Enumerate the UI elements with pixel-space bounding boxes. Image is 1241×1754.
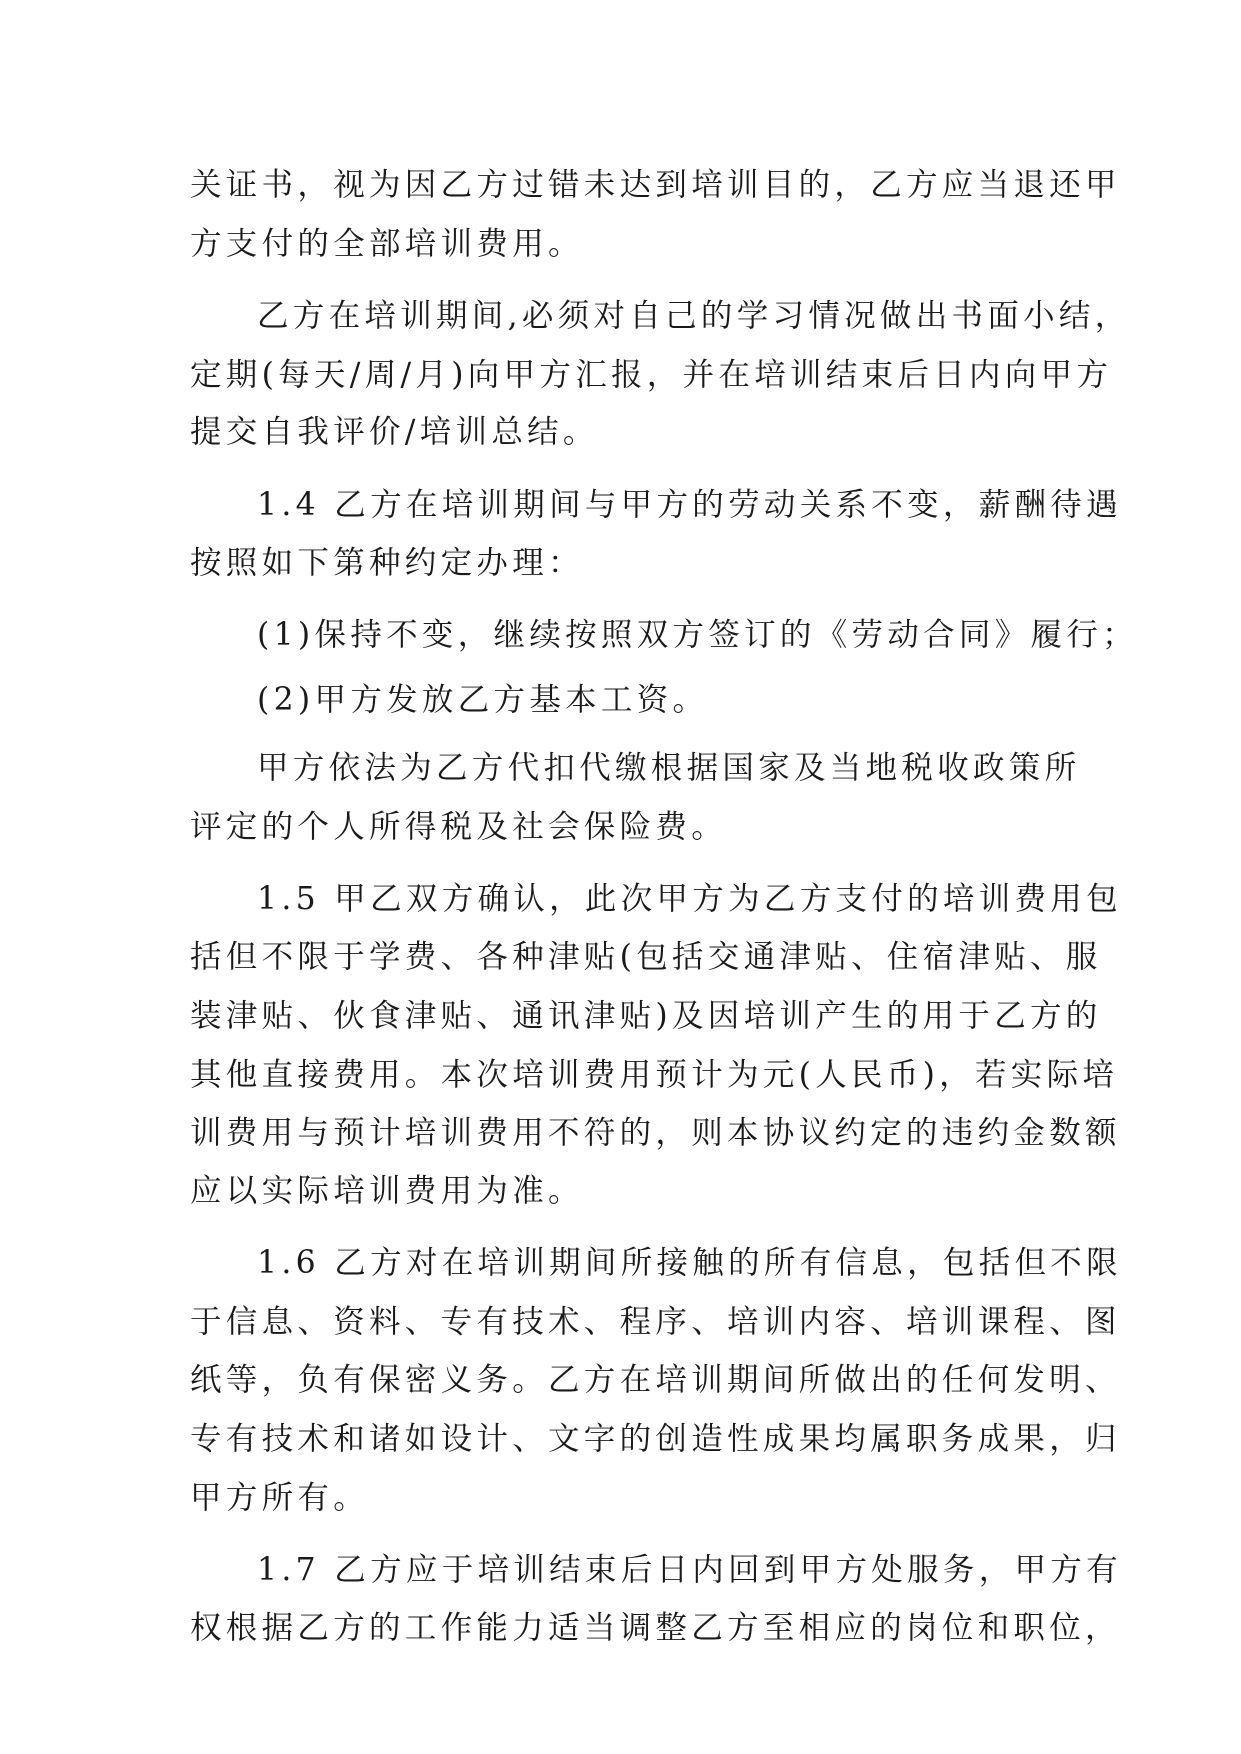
text-line: 专有技术和诸如设计、文字的创造性成果均属职务成果，归 [190, 1421, 1121, 1457]
text-line: 按照如下第种约定办理： [190, 545, 584, 581]
text-line: 应以实际培训费用为准。 [190, 1173, 584, 1209]
text-line: 方支付的全部培训费用。 [190, 226, 584, 262]
text-line: 1.4 乙方在培训期间与甲方的劳动关系不变，薪酬待遇 [257, 487, 1122, 523]
text-line: 纸等，负有保密义务。乙方在培训期间所做出的任何发明、 [190, 1362, 1121, 1398]
text-line: 权根据乙方的工作能力适当调整乙方至相应的岗位和职位， [190, 1610, 1121, 1646]
text-line: 甲方依法为乙方代扣代缴根据国家及当地税收政策所 [257, 750, 1081, 786]
text-line: 1.5 甲乙双方确认，此次甲方为乙方支付的培训费用包 [257, 881, 1122, 917]
text-line: 乙方在培训期间,必须对自己的学习情况做出书面小结， [257, 298, 1131, 334]
text-line: 关证书，视为因乙方过错未达到培训目的，乙方应当退还甲 [190, 167, 1121, 203]
text-line: 于信息、资料、专有技术、程序、培训内容、培训课程、图 [190, 1304, 1121, 1340]
text-line: 括但不限于学费、各种津贴(包括交通津贴、住宿津贴、服 [190, 939, 1102, 975]
text-line: 其他直接费用。本次培训费用预计为元(人民币)，若实际培 [190, 1057, 1119, 1093]
text-line: 训费用与预计培训费用不符的，则本协议约定的违约金数额 [190, 1115, 1121, 1151]
text-line: 定期(每天/周/月)向甲方汇报，并在培训结束后日内向甲方 [190, 357, 1113, 393]
text-line: 提交自我评价/培训总结。 [190, 414, 599, 450]
text-line: (1)保持不变，继续按照双方签订的《劳动合同》履行； [257, 617, 1138, 653]
text-line: (2)甲方发放乙方基本工资。 [257, 682, 709, 718]
text-line: 甲方所有。 [190, 1480, 370, 1516]
text-line: 评定的个人所得税及社会保险费。 [190, 809, 728, 845]
text-line: 装津贴、伙食津贴、通讯津贴)及因培训产生的用于乙方的 [190, 998, 1102, 1034]
text-line: 1.6 乙方对在培训期间所接触的所有信息，包括但不限 [257, 1245, 1122, 1281]
text-line: 1.7 乙方应于培训结束后日内回到甲方处服务，甲方有 [257, 1552, 1122, 1588]
